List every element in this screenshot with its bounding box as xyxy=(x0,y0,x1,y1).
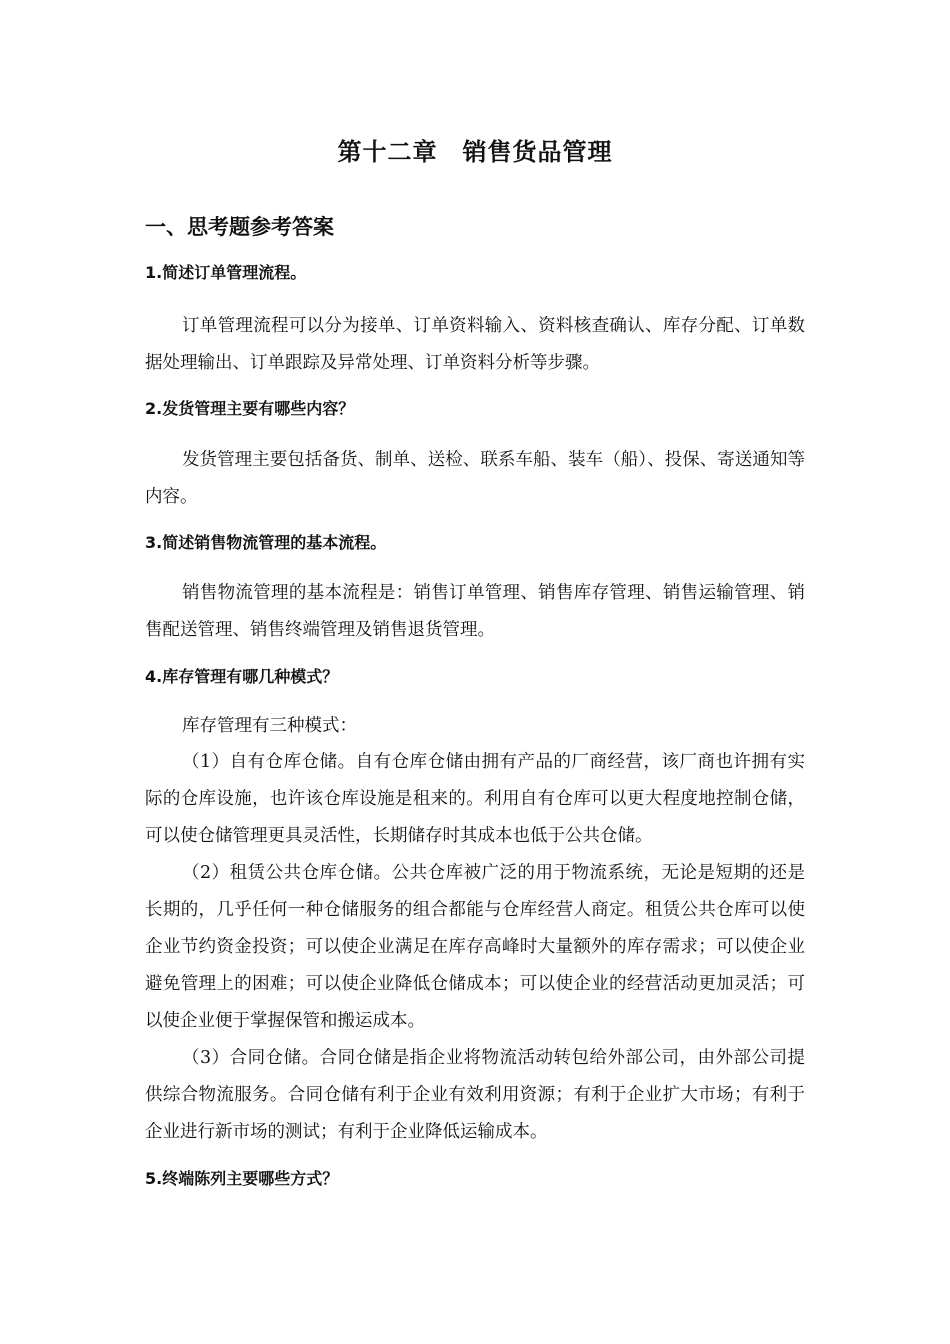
section-heading: 一、思考题参考答案 xyxy=(145,215,334,239)
question-4: 4.库存管理有哪几种模式？ xyxy=(145,667,339,686)
answer-4-intro: 库存管理有三种模式： xyxy=(182,716,357,736)
question-5: 5.终端陈列主要哪些方式？ xyxy=(145,1169,339,1188)
answer-4-item-1: （1）自有仓库仓储。自有仓库仓储由拥有产品的厂商经营，该厂商也许拥有实际的仓库设施，也许该仓库设施是租来的。利用自有仓库可以更大程度地控制仓储，可以使仓储管理更具灵活性，长期储存时其成本也低于公共仓储。 xyxy=(145,752,805,846)
answer-3: 销售物流管理的基本流程是：销售订单管理、销售库存管理、销售运输管理、销售配送管理、销售终端管理及销售退货管理。 xyxy=(145,583,805,640)
chapter-title: 第十二章 销售货品管理 xyxy=(337,138,613,166)
answer-1: 订单管理流程可以分为接单、订单资料输入、资料核查确认、库存分配、订单数据处理输出、订单跟踪及异常处理、订单资料分析等步骤。 xyxy=(145,316,805,373)
answer-4-item-2: （2）租赁公共仓库仓储。公共仓库被广泛的用于物流系统，无论是短期的还是长期的，几乎任何一种仓储服务的组合都能与仓库经营人商定。租赁公共仓库可以使企业节约资金投资；可以使企业满足在库存高峰时大量额外的库存需求；可以使企业避免管理上的困难；可以使企业降低仓储成本；可以使企业的经营活动更加灵活；可以使企业便于掌握保管和搬运成本。 xyxy=(145,863,805,1031)
answer-2: 发货管理主要包括备货、制单、送检、联系车船、装车（船）、投保、寄送通知等内容。 xyxy=(145,450,805,507)
question-1: 1.简述订单管理流程。 xyxy=(145,263,307,282)
question-2: 2.发货管理主要有哪些内容？ xyxy=(145,399,355,418)
answer-4-item-3: （3）合同仓储。合同仓储是指企业将物流活动转包给外部公司，由外部公司提供综合物流服务。合同仓储有利于企业有效利用资源；有利于企业扩大市场；有利于企业进行新市场的测试；有利于企业降低运输成本。 xyxy=(145,1048,805,1142)
question-3: 3.简述销售物流管理的基本流程。 xyxy=(145,533,387,552)
